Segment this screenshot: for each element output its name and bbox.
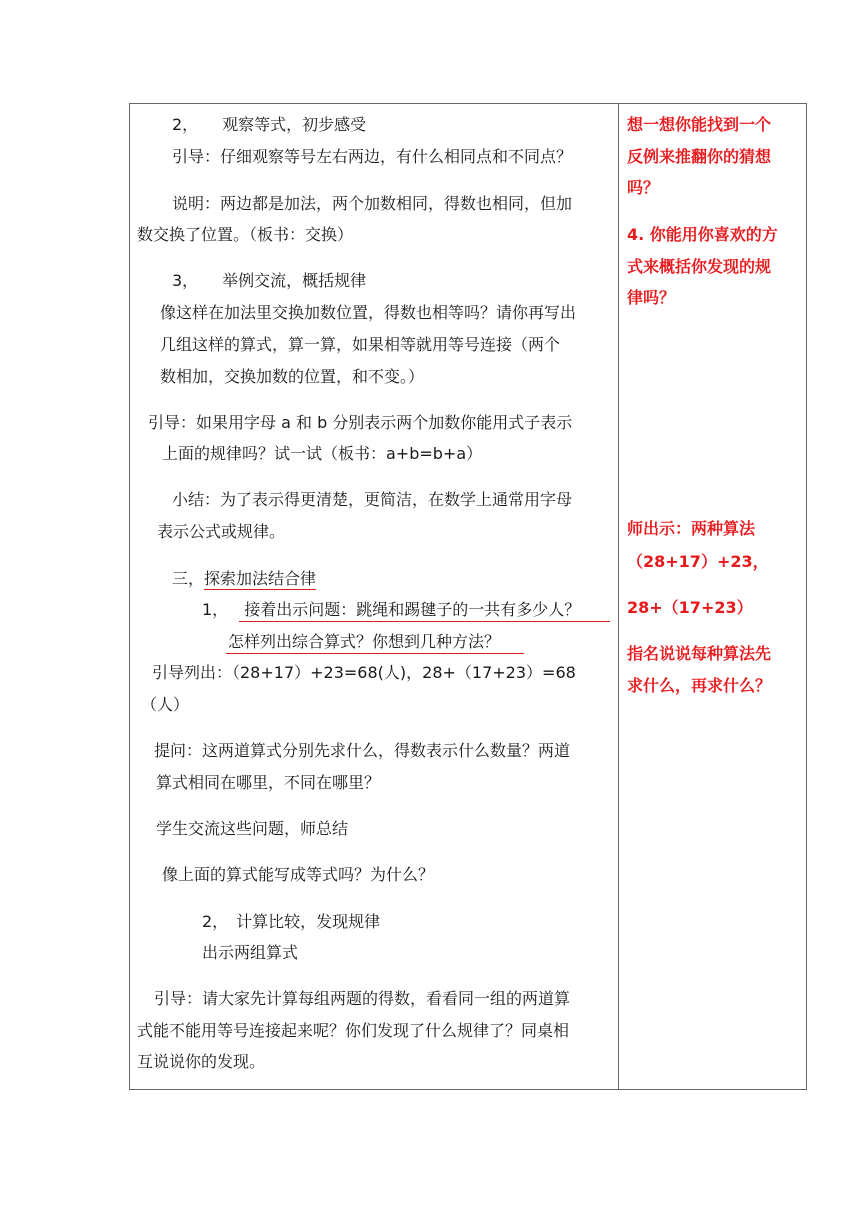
note-generalize-2: 式来概括你发现的规 xyxy=(627,257,772,276)
guide-compute-line-1: 引导：请大家先计算每组两题的得数，看看同一组的两道算 xyxy=(154,989,571,1008)
section-three-heading xyxy=(172,568,316,590)
note-ask-1: 指名说说每种算法先 xyxy=(627,644,772,663)
step-observe-heading: 2， 观察等式，初步感受 xyxy=(172,115,367,134)
guide-letters-line-1: 引导：如果用字母 a 和 b 分别表示两个加数你能用式子表示 xyxy=(148,413,573,432)
guide-formula-line-1: 引导列出：（28+17）+23=68(人)，28+（17+23）=68 xyxy=(152,663,576,682)
example-line-2: 几组这样的算式，算一算，如果相等就用等号连接（两个 xyxy=(160,335,561,354)
note-formula-1: （28+17）+23， xyxy=(627,552,769,571)
problem-underline-2 xyxy=(226,653,524,654)
note-generalize-3: 律吗？ xyxy=(627,288,676,307)
student-exchange: 学生交流这些问题，师总结 xyxy=(156,819,349,838)
section-three-number: 三， xyxy=(172,569,205,588)
step-compare-heading: 2， 计算比较，发现规律 xyxy=(202,912,381,931)
note-formula-2: 28+（17+23） xyxy=(627,598,753,617)
note-ask-2: 求什么，再求什么？ xyxy=(627,676,772,695)
example-line-1: 像这样在加法里交换加数位置，得数也相等吗？请你再写出 xyxy=(160,303,577,322)
show-two-groups: 出示两组算式 xyxy=(202,943,299,962)
note-counterexample-1: 想一想你能找到一个 xyxy=(627,115,772,134)
summary-line-1: 小结：为了表示得更清楚，更简洁，在数学上通常用字母 xyxy=(172,490,573,509)
section-three-title: 探索加法结合律 xyxy=(204,569,317,588)
problem-number: 1， xyxy=(202,600,229,619)
question-line-2: 算式相同在哪里，不同在哪里？ xyxy=(156,773,381,792)
guide-compute-line-2: 式能不能用等号连接起来呢？你们发现了什么规律了？同桌相 xyxy=(137,1021,570,1040)
note-counterexample-2: 反例来推翻你的猜想 xyxy=(627,147,772,166)
column-divider xyxy=(618,103,619,1090)
guide-compute-line-3: 互说说你的发现。 xyxy=(137,1052,266,1071)
summary-line-2: 表示公式或规律。 xyxy=(157,522,286,541)
equation-question: 像上面的算式能写成等式吗？为什么？ xyxy=(162,865,435,884)
guide-letters-line-2: 上面的规律吗？试一试（板书：a+b=b+a） xyxy=(162,444,483,463)
guide-observe: 引导：仔细观察等号左右两边，有什么相同点和不同点？ xyxy=(172,147,573,166)
question-line-1: 提问：这两道算式分别先求什么，得数表示什么数量？两道 xyxy=(154,741,571,760)
note-counterexample-3: 吗？ xyxy=(627,178,660,197)
note-two-methods: 师出示：两种算法 xyxy=(627,519,756,538)
step-example-heading: 3， 举例交流，概括规律 xyxy=(172,271,367,290)
guide-formula-line-2: （人） xyxy=(141,695,190,714)
problem-line-1 xyxy=(202,599,580,621)
problem-line-2: 怎样列出综合算式？你想到几种方法？ xyxy=(228,632,501,651)
explain-line-1: 说明：两边都是加法，两个加数相同，得数也相同，但加 xyxy=(172,194,573,213)
note-generalize-1: 4. 你能用你喜欢的方 xyxy=(627,225,778,244)
explain-line-2: 数交换了位置。（板书：交换） xyxy=(137,225,354,244)
example-line-3: 数相加，交换加数的位置，和不变。） xyxy=(160,367,425,386)
problem-underline-1 xyxy=(239,621,610,622)
problem-text: 接着出示问题：跳绳和踢毽子的一共有多少人？ xyxy=(244,600,581,619)
